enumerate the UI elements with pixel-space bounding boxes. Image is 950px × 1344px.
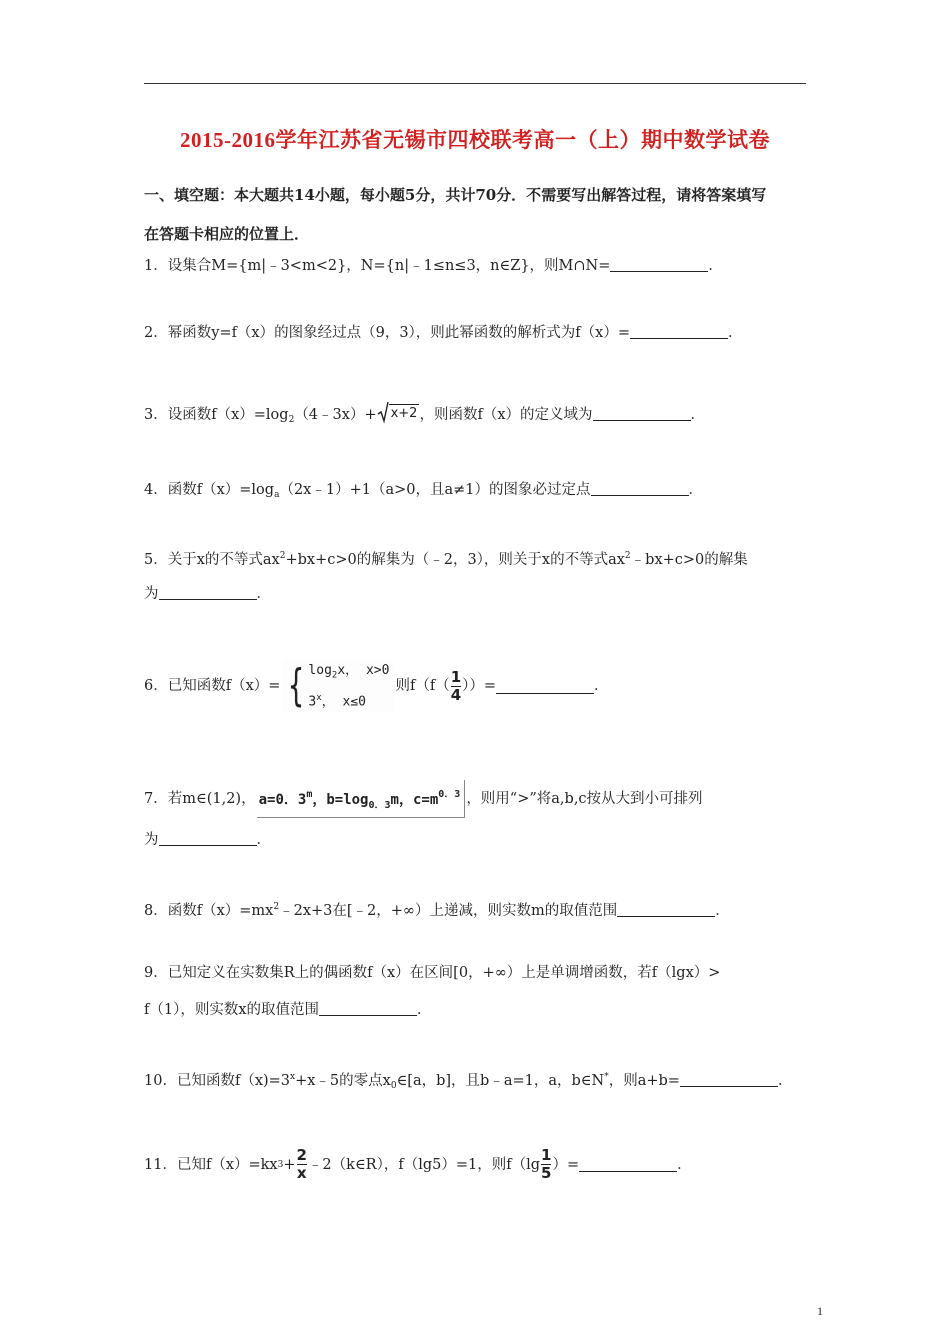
case-2-exp: x — [316, 692, 322, 703]
q7-post: ，则用“>”将a,b,c按从大到小可排列 — [466, 791, 703, 807]
q4-post: （2x﹣1）+1（a>0，且a≠1）的图象必过定点 — [279, 482, 591, 498]
q3-pre: 3．设函数f（x）=log — [144, 407, 289, 423]
q7-a: a=0．3 — [258, 792, 307, 808]
radical-sign-icon — [377, 401, 389, 423]
q11-p4: ）= — [552, 1156, 580, 1173]
q7-line2: 为 — [144, 832, 159, 848]
question-3 — [144, 401, 705, 429]
header-rule — [144, 83, 806, 84]
q10-star: * — [604, 1072, 609, 1082]
q11-exp: 3 — [277, 1159, 284, 1170]
section-heading-line2: 在答题卡相应的位置上． — [144, 225, 310, 243]
q11-p3: ﹣2（k∈R），f（lg5）=1，则f（lg — [307, 1156, 541, 1173]
answer-blank-10 — [680, 1072, 778, 1087]
q1-text: 1．设集合M={m|﹣3<m<2}，N={n|﹣1≤n≤3，n∈Z}，则M∩N= — [144, 258, 611, 274]
q11-denominator2: 5 — [541, 1164, 552, 1182]
q8-p1: 8．函数f（x）=mx — [144, 903, 274, 919]
case-2 — [308, 687, 389, 713]
q5-p1: 5．关于x的不等式ax — [144, 552, 280, 568]
q3-mid: （4﹣3x）+ — [294, 407, 377, 423]
question-10 — [144, 1068, 792, 1095]
answer-blank-5 — [159, 585, 257, 600]
answer-blank-4 — [591, 481, 689, 496]
q1-end: ． — [708, 258, 723, 274]
question-9-line2 — [144, 1001, 432, 1019]
abc-definitions — [257, 780, 466, 818]
answer-blank-1 — [610, 257, 708, 272]
q8-p2: ﹣2x+3在[﹣2，+∞）上递减，则实数m的取值范围 — [279, 903, 618, 919]
section-heading-line1: 一、填空题：本大题共14小题，每小题5分，共计70分．不需要写出解答过程，请将答案填写 — [144, 186, 767, 204]
q8-exp: 2 — [273, 902, 280, 912]
q2-text: 2．幂函数y=f（x）的图象经过点（9，3），则此幂函数的解析式为f（x）= — [144, 325, 631, 341]
question-7-line2 — [144, 831, 271, 849]
piecewise-function — [282, 660, 395, 713]
q7-end: ． — [256, 832, 271, 848]
q11-numerator: 2 — [296, 1146, 307, 1164]
answer-blank-6 — [496, 679, 594, 694]
page-number: 1 — [817, 1304, 823, 1318]
q7-pre: 7．若m∈(1,2)， — [144, 791, 256, 807]
q10-p4: ，则a+b= — [608, 1073, 680, 1089]
question-6 — [144, 660, 609, 713]
q11-p1: 11．已知f（x）=kx — [144, 1156, 278, 1173]
answer-blank-11 — [579, 1157, 677, 1172]
answer-blank-9 — [319, 1001, 417, 1016]
q3-end: ． — [690, 407, 705, 423]
q10-sub: 0 — [390, 1081, 397, 1091]
q5-end: ． — [256, 586, 271, 602]
case-2-condition: ， x≤0 — [321, 693, 366, 709]
q5-exp1: 2 — [279, 551, 286, 561]
q4-pre: 4．函数f（x）=log — [144, 482, 275, 498]
q2-end: ． — [728, 325, 743, 341]
q10-p1: 10．已知函数f（x)=3 — [144, 1073, 291, 1089]
q8-end: ． — [715, 903, 730, 919]
q3-post: ，则函数f（x）的定义域为 — [419, 407, 593, 423]
q7-b2: m，c=m — [390, 792, 439, 808]
q10-p3: ∈[a，b]，且b﹣a=1，a，b∈N — [396, 1073, 605, 1089]
answer-blank-3 — [593, 406, 691, 421]
case-2-base: 3 — [308, 693, 317, 709]
q10-p2: +x﹣5的零点x — [295, 1073, 391, 1089]
page-title: 2015-2016学年江苏省无锡市四校联考高一（上）期中数学试卷 — [180, 128, 770, 152]
question-9-line1: 9．已知定义在实数集R上的偶函数f（x）在区间[0，+∞）上是单调增函数，若f（lgx）> — [144, 965, 721, 981]
q10-exp: x — [290, 1072, 296, 1082]
case-1-base: 2 — [331, 670, 338, 681]
q6-denominator: 4 — [450, 685, 462, 704]
fraction-two-over-x — [297, 1148, 307, 1181]
question-1 — [144, 257, 723, 275]
q5-line2: 为 — [144, 586, 159, 602]
q7-b-base: 0．3 — [368, 800, 391, 811]
question-8 — [144, 898, 730, 920]
q7-a-exp: m — [306, 789, 313, 800]
q11-p2: + — [283, 1156, 296, 1173]
q4-end: ． — [688, 482, 703, 498]
answer-blank-7 — [159, 831, 257, 846]
answer-blank-8 — [617, 902, 715, 917]
left-brace-icon: { — [288, 660, 305, 712]
q11-numerator2: 1 — [541, 1146, 552, 1164]
question-7-line1 — [144, 780, 703, 818]
q3-radicand: x+2 — [390, 406, 418, 421]
case-1-condition: x， x>0 — [337, 663, 390, 678]
question-4 — [144, 481, 703, 504]
q9-end: ． — [417, 1002, 432, 1018]
q6-end: ． — [594, 678, 609, 695]
q11-denominator: x — [296, 1164, 307, 1182]
answer-blank-2 — [630, 324, 728, 339]
q5-p2: +bx+c>0的解集为（﹣2，3），则关于x的不等式ax — [285, 552, 625, 568]
q9-line2: f（1），则实数x的取值范围 — [144, 1002, 320, 1018]
q3-log-base: 2 — [288, 415, 295, 425]
sqrt-expression — [377, 401, 420, 423]
q4-log-base: a — [274, 490, 280, 500]
q7-b: ，b=log — [312, 792, 369, 808]
question-2 — [144, 324, 743, 342]
q6-numerator: 1 — [450, 667, 462, 686]
q7-c-exp: 0．3 — [438, 789, 461, 800]
q10-end: ． — [777, 1073, 793, 1089]
question-11 — [144, 1148, 692, 1181]
question-5-line2 — [144, 585, 271, 603]
fraction-one-fifth — [541, 1148, 551, 1181]
q6-mid: 则f（f（ — [395, 678, 450, 695]
piecewise-cases — [308, 660, 395, 713]
case-1-log: log — [308, 663, 332, 678]
q6-post: ））= — [462, 678, 497, 695]
q6-pre: 6．已知函数f（x）= — [144, 678, 281, 695]
q11-end: ． — [677, 1156, 692, 1173]
q5-exp2: 2 — [624, 551, 631, 561]
q5-p3: ﹣bx+c>0的解集 — [630, 552, 748, 568]
question-5-line1 — [144, 547, 748, 569]
fraction-one-quarter — [450, 667, 462, 704]
case-1 — [308, 660, 389, 687]
